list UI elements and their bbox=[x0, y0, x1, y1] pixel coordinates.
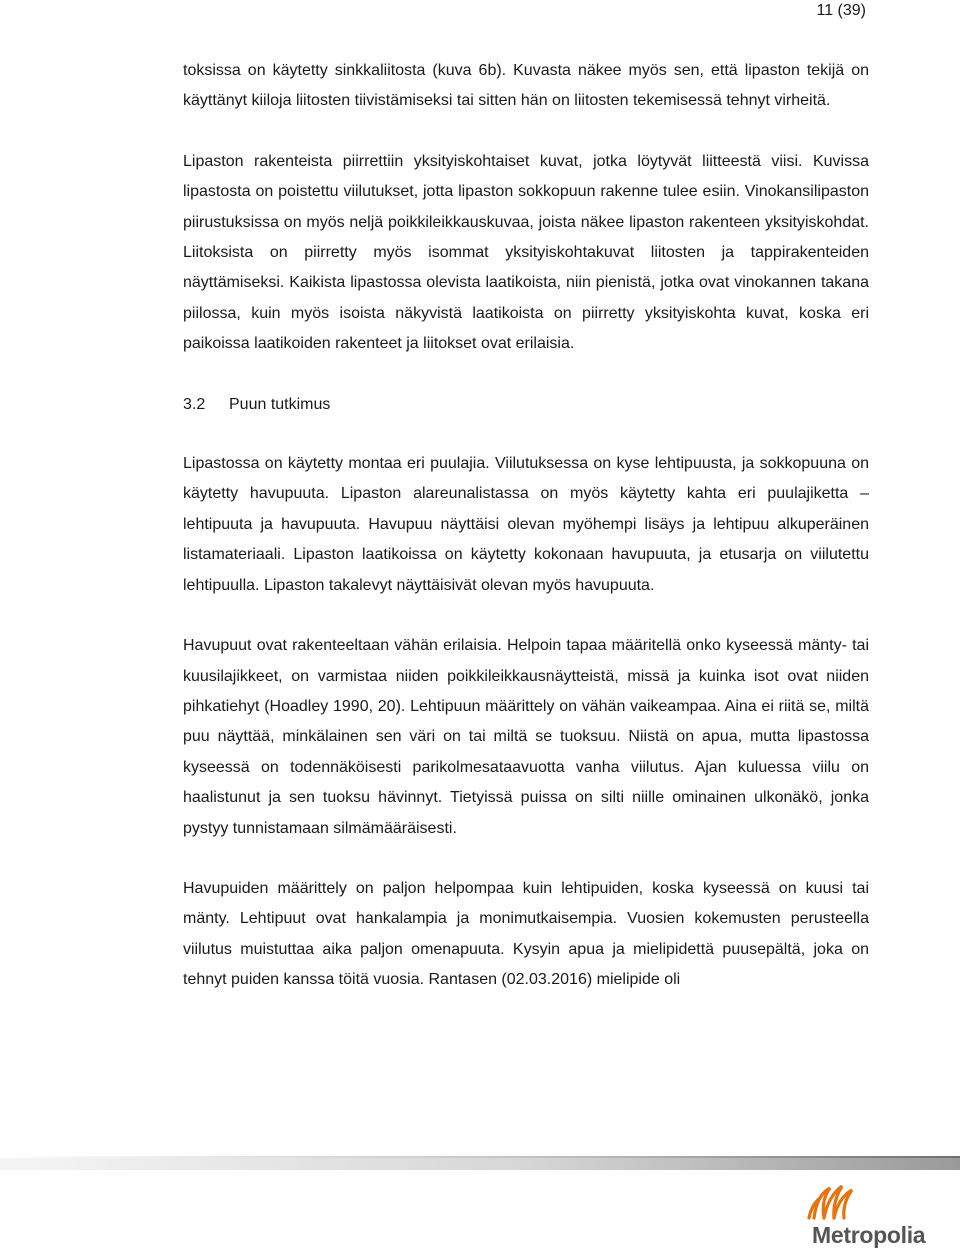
paragraph-1: toksissa on käytetty sinkkaliitosta (kuva 6b). Kuvasta näkee myös sen, että lipaston tekijä on käyttänyt kiiloja liitosten tiivistämiseksi tai sitten hän on liitosten tekemisessä tehnyt virheitä. bbox=[183, 62, 869, 110]
footer-band bbox=[0, 1158, 960, 1170]
page-number: 11 (39) bbox=[816, 2, 866, 19]
section-number: 3.2 bbox=[183, 395, 206, 413]
paragraph-3: Lipastossa on käytetty montaa eri puulajia. Viilutuksessa on kyse lehtipuusta, ja sokkopuuna on käytetty havupuuta. Lipaston alareunalistassa on myös käytetty kahta eri puulajiketta – lehtipuuta ja havupuuta. Havupuu näyttäisi olevan myöhempi lisäys ja lehtipuu alkuperäinen listamateriaali. Lipaston laatikoissa on käytetty kokonaan havupuuta, ja etusarja on viilutettu lehtipuulla. Lipaston takalevyt näyttäisivät olevan myös havupuuta. bbox=[183, 455, 869, 594]
paragraph-2: Lipaston rakenteista piirrettiin yksityiskohtaiset kuvat, jotka löytyvät liitteestä viisi. Kuvissa lipastosta on poistettu viilutukset, jotta lipaston sokkopuun rakenne tulee esiin. Vinokansilipaston piirustuksissa on myös neljä poikkileikkauskuvaa, joista näkee lipaston rakenteen yksityiskohdat. Liitoksista on piirretty myös isommat yksityiskohtakuvat liitosten ja tappirakenteiden näyttämiseksi. Kaikista lipastossa olevista laatikoista, niin pienistä, jotka ovat vinokannen takana piilossa, kuin myös isoista näkyvistä laatikoista on piirretty yksityiskohta kuvat, koska eri paikoissa laatikoiden rakenteet ja liitokset ovat erilaisia. bbox=[183, 152, 869, 353]
logo-wordmark: Metropolia bbox=[812, 1222, 926, 1248]
section-heading bbox=[183, 390, 869, 420]
paragraph-4: Havupuut ovat rakenteeltaan vähän erilaisia. Helpoin tapaa määritellä onko kyseessä mänty- tai kuusilajikkeet, on varmistaa niiden poikkileikkausnäytteistä, missä ja kuinka isot ovat niiden pihkatiehyt (Hoadley 1990, 20). Lehtipuun määrittely on vähän vaikeampaa. Aina ei riitä se, miltä puu näyttää, minkälainen sen väri on tai miltä se tuoksuu. Niistä on apua, mutta lipastossa kyseessä on todennäköisesti parikolmesataavuotta vanha viilutus. Ajan kuluessa viilu on haalistunut ja sen tuoksu hävinnyt. Tietyissä puissa on silti niille ominainen ulkonäkö, jonka pystyy tunnistamaan silmämääräisesti. bbox=[183, 637, 869, 837]
paragraph-5: Havupuiden määrittely on paljon helpompaa kuin lehtipuiden, koska kyseessä on kuusi tai mänty. Lehtipuut ovat hankalampia ja monimutkaisempia. Vuosien kokemusten perusteella viilutus muistuttaa aika paljon omenapuuta. Kysyin apua ja mielipidettä puusepältä, joka on tehnyt puiden kanssa töitä vuosia. Rantasen (02.03.2016) mielipide oli bbox=[183, 879, 869, 989]
page-body bbox=[183, 56, 869, 996]
section-title: Puun tutkimus bbox=[229, 395, 331, 413]
